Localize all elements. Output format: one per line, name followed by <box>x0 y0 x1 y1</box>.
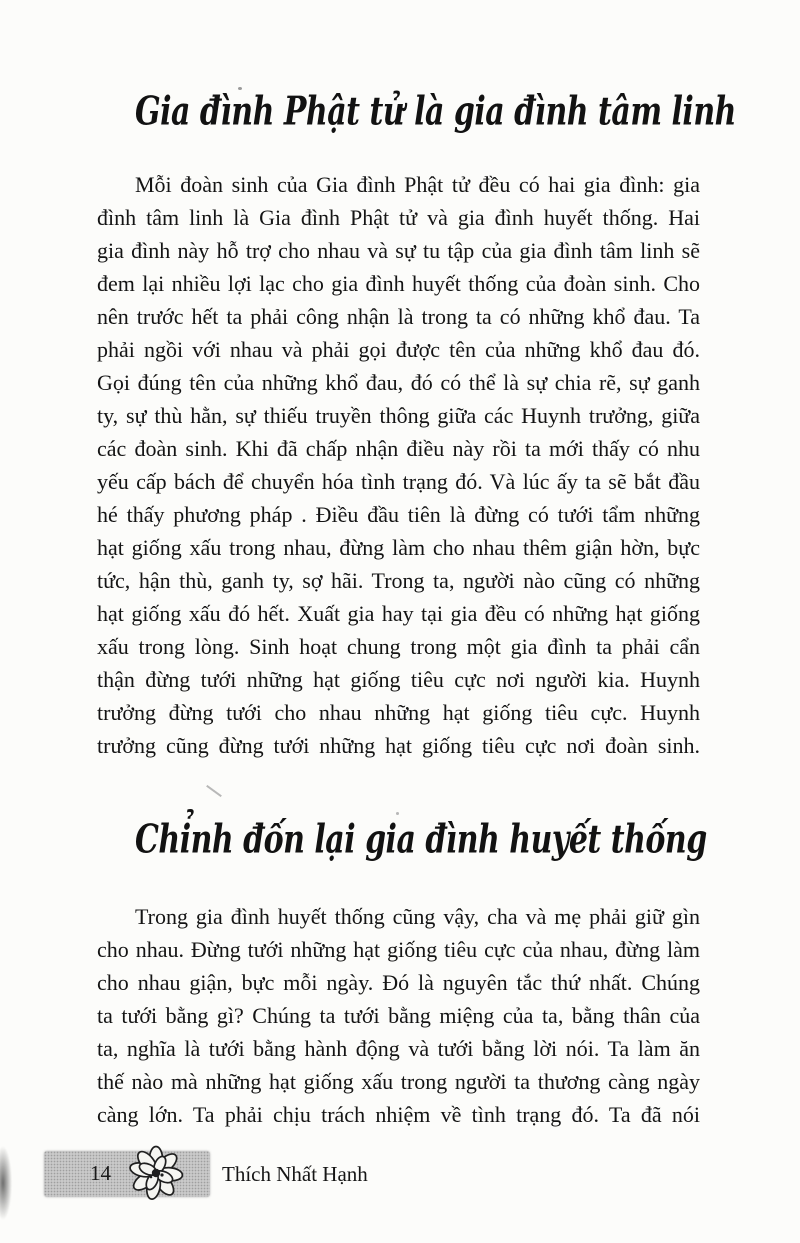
text-line: phải ngồi với nhau và phải gọi được tên của những khổ đau đó. <box>97 337 700 362</box>
text-line: gia đình này hỗ trợ cho nhau và sự tu tập của gia đình tâm linh sẽ <box>97 238 700 263</box>
text-line: yếu cấp bách để chuyển hóa tình trạng đó. Và lúc ấy ta sẽ bắt đầu <box>97 469 700 494</box>
section-heading-blood-family: Chỉnh đốn lại gia đình huyết thống <box>135 817 707 863</box>
text-line: các đoàn sinh. Khi đã chấp nhận điều này rồi ta mới thấy có nhu <box>97 436 700 461</box>
text-line: hạt giống xấu đó hết. Xuất gia hay tại gia đều có những hạt giống <box>97 601 700 626</box>
lotus-flower-icon <box>126 1144 186 1202</box>
section-heading-spiritual-family: Gia đình Phật tử là gia đình tâm linh <box>135 89 736 135</box>
text-line: hé thấy phương pháp . Điều đầu tiên là đừng có tưới tẩm những <box>97 502 700 527</box>
scan-speck <box>396 812 399 815</box>
text-line: đình tâm linh là Gia đình Phật tử và gia đình huyết thống. Hai <box>97 205 700 230</box>
scan-scratch <box>206 785 222 797</box>
text-line: Gọi đúng tên của những khổ đau, đó có thể là sự chia rẽ, sự ganh <box>97 370 700 395</box>
text-line: Mỗi đoàn sinh của Gia đình Phật tử đều có hai gia đình: gia <box>135 172 700 197</box>
text-line: nên trước hết ta phải công nhận là trong ta có những khổ đau. Ta <box>97 304 700 329</box>
text-line: thế nào mà những hạt giống xấu trong người ta thương càng ngày <box>97 1069 700 1094</box>
page-number: 14 <box>90 1161 111 1185</box>
text-line: ta, nghĩa là tưới bằng hành động và tưới bằng lời nói. Ta làm ăn <box>97 1036 700 1061</box>
text-line: ty, sự thù hằn, sự thiếu truyền thông giữa các Huynh trưởng, giữa <box>97 403 700 428</box>
scan-speck <box>238 87 242 90</box>
text-line: tức, hận thù, ganh ty, sợ hãi. Trong ta, người nào cũng có những <box>97 568 700 593</box>
text-line: hạt giống xấu trong nhau, đừng làm cho nhau thêm giận hờn, bực <box>97 535 700 560</box>
footer-band <box>44 1151 210 1197</box>
text-line: trưởng đừng tưới cho nhau những hạt giống tiêu cực. Huynh <box>97 700 700 725</box>
text-line: cho nhau. Đừng tưới những hạt giống tiêu cực của nhau, đừng làm <box>97 937 700 962</box>
text-line: cho nhau giận, bực mỗi ngày. Đó là nguyên tắc thứ nhất. Chúng <box>97 970 700 995</box>
text-line: ta tưới bằng gì? Chúng ta tưới bằng miệng của ta, bằng thân của <box>97 1003 700 1028</box>
scan-smudge <box>0 1146 12 1220</box>
text-line: xấu trong lòng. Sinh hoạt chung trong một gia đình ta phải cẩn <box>97 634 700 659</box>
paragraph-blood-family <box>97 900 700 1131</box>
text-line: trưởng cũng đừng tưới những hạt giống tiêu cực nơi đoàn sinh. <box>97 733 700 758</box>
author-name: Thích Nhất Hạnh <box>222 1162 368 1186</box>
paragraph-spiritual-family <box>97 168 700 762</box>
text-line: Trong gia đình huyết thống cũng vậy, cha và mẹ phải giữ gìn <box>135 904 700 929</box>
text-line: càng lớn. Ta phải chịu trách nhiệm về tình trạng đó. Ta đã nói <box>97 1102 700 1127</box>
text-line: thận đừng tưới những hạt giống tiêu cực nơi người kia. Huynh <box>97 667 700 692</box>
text-line: đem lại nhiều lợi lạc cho gia đình huyết thống của đoàn sinh. Cho <box>97 271 700 296</box>
